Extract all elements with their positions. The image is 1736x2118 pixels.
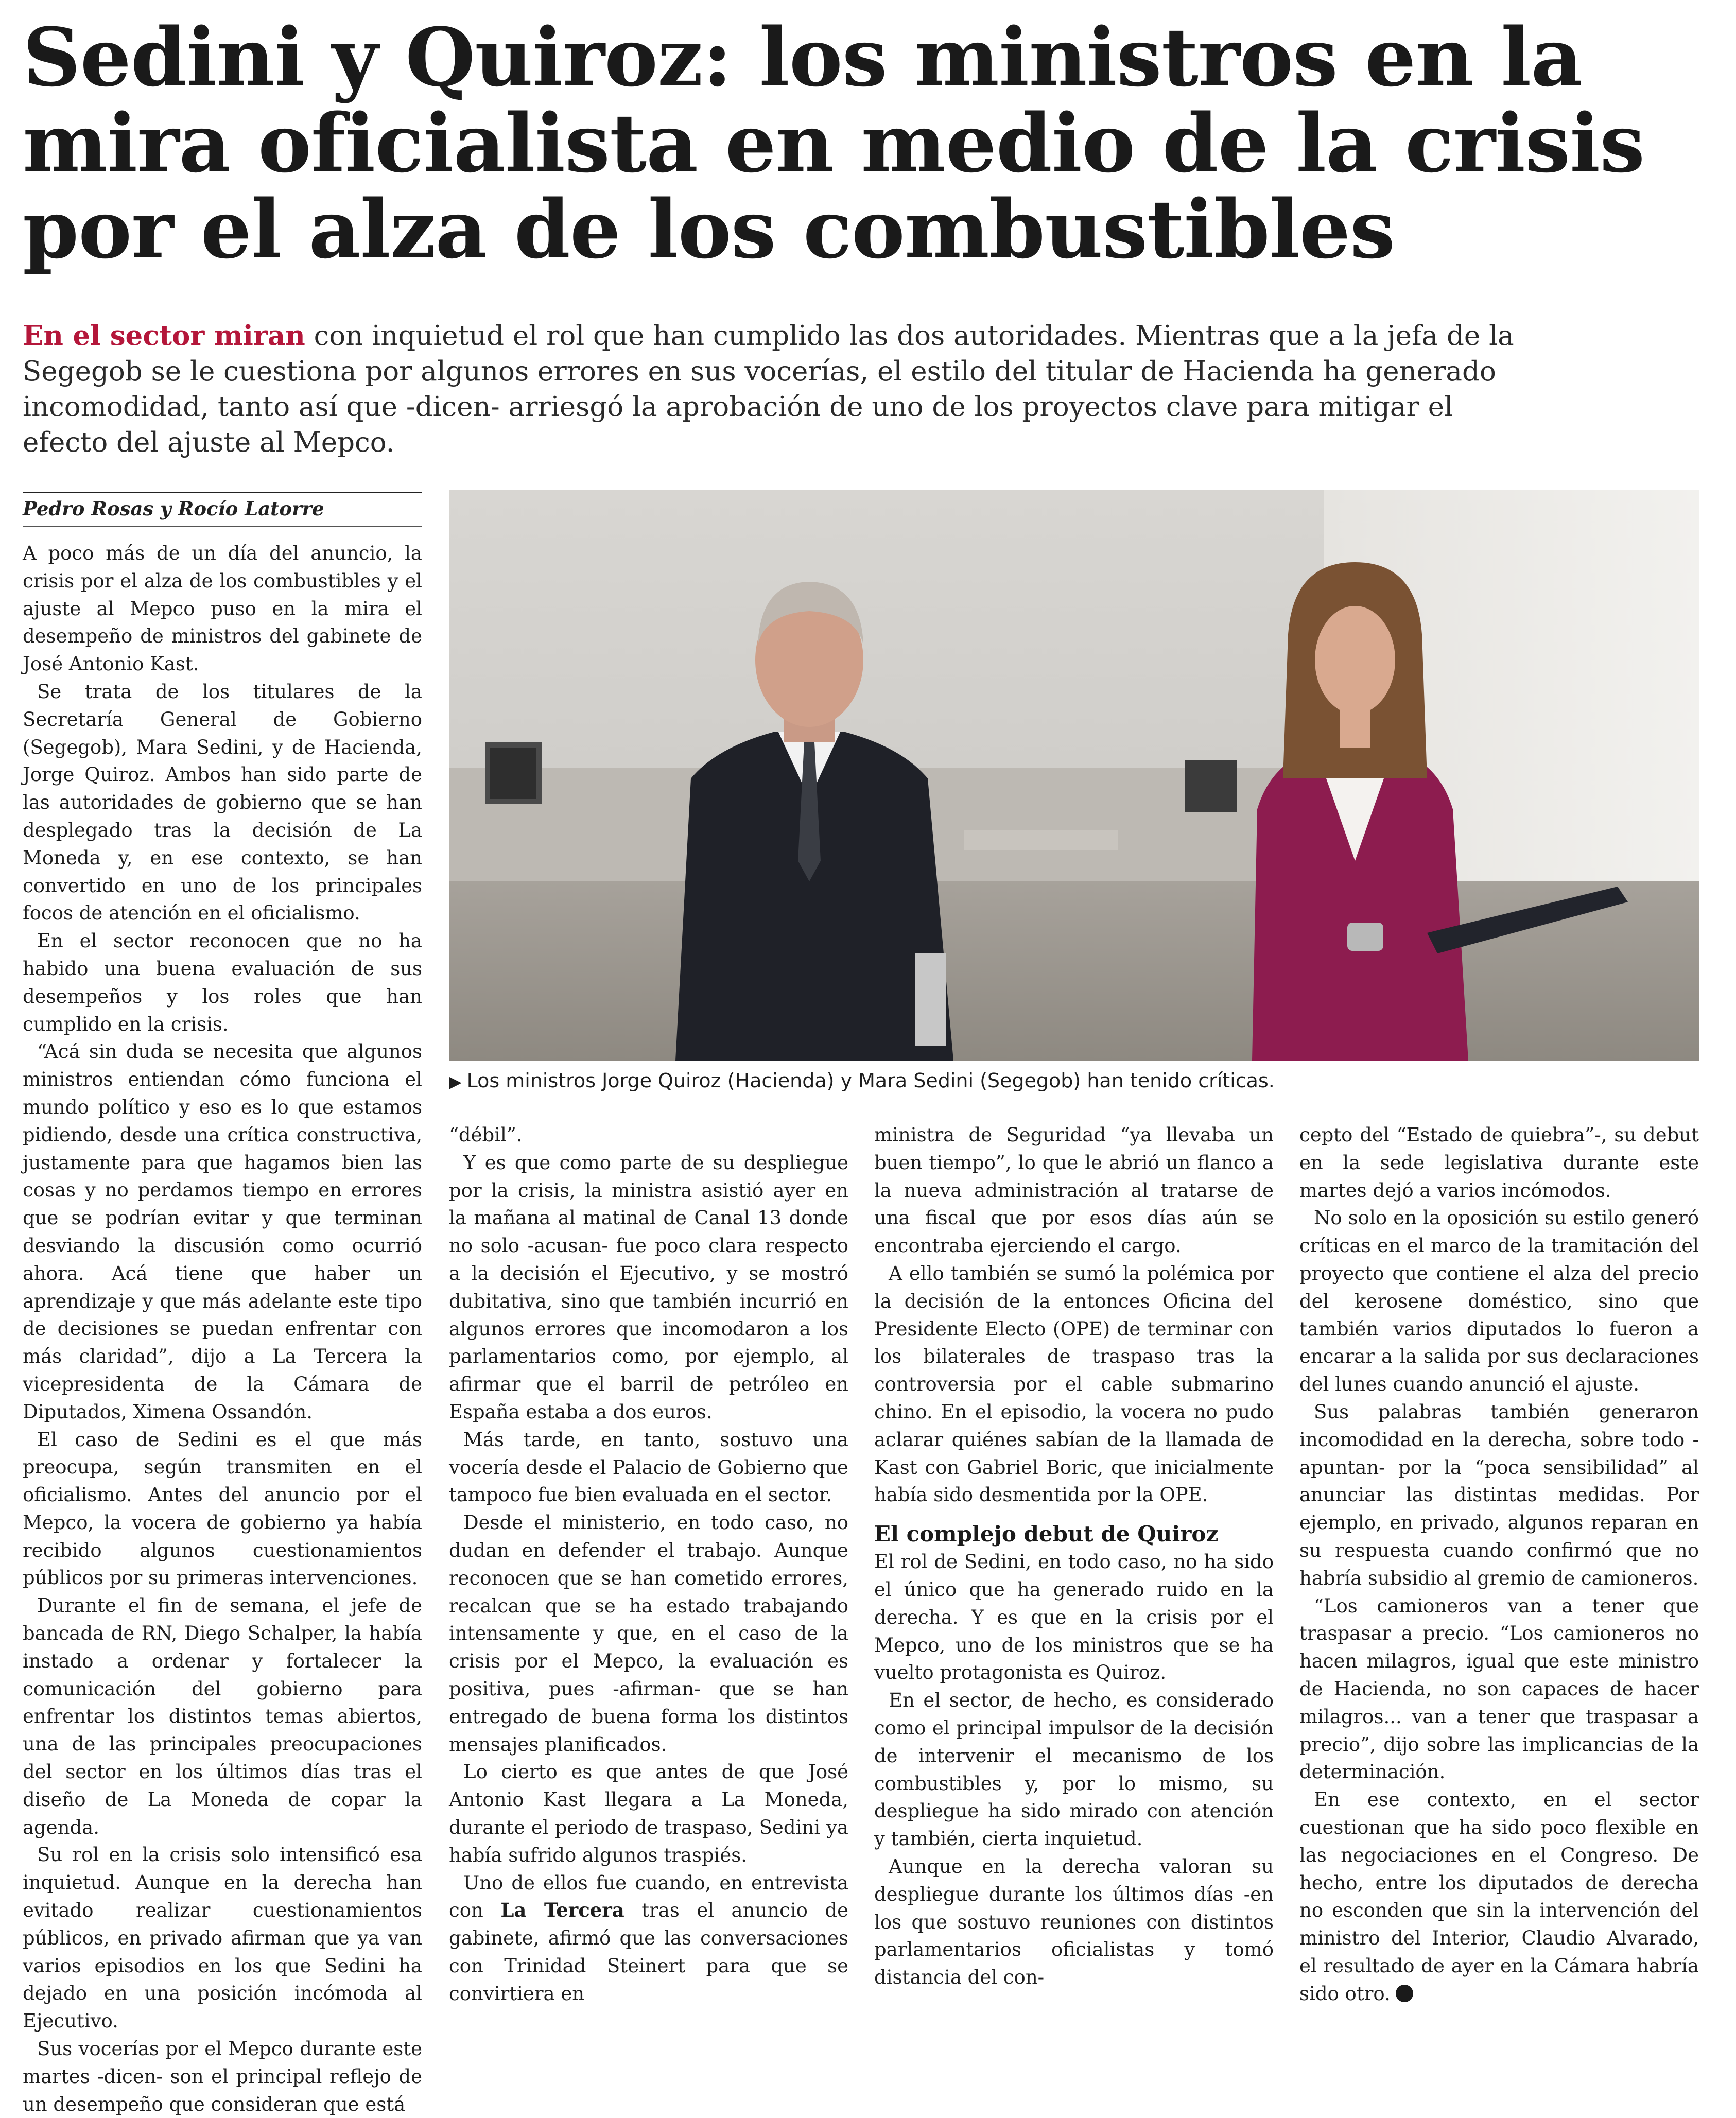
paragraph-text: En ese contexto, en el sector cuestionan que ha sido poco flexible en las negociaciones en el Congreso. De hecho, entre los diputados de derecha no esconden que sin la intervención del ministro del Interior, Claudio Alvarado, el resultado de ayer en la Cámara habría sido otro. xyxy=(1299,1789,1699,2005)
paragraph: Durante el fin de semana, el jefe de bancada de RN, Diego Schalper, la había instado a ordenar y fortalecer la comunicación del gobierno para enfrentar los distintos temas abiertos, una de las principales preocupaciones del sector en los últimos días tras el diseño de La Moneda de copar la agenda. xyxy=(23,1594,422,1838)
lead-text: con inquietud el rol que han cumplido las dos autoridades. Mientras que a la jefa de la Segegob se le cuestiona por algunos errores en sus vocerías, el estilo del titular de Hacienda ha generado incomodidad, tanto así que -dicen- arriesgó la aprobación de uno de los proyectos clave para mitigar el efecto del ajuste al Mepco. xyxy=(23,320,1514,458)
byline: Pedro Rosas y Rocío Latorre xyxy=(23,497,324,520)
paragraph xyxy=(1299,1786,1699,2007)
paragraph: ministra de Seguridad “ya llevaba un buen tiempo”, lo que le abrió un flanco a la nueva administración al tratarse de una fiscal que por esos días aún se encontraba ejerciendo el cargo. xyxy=(874,1124,1274,1257)
paragraph-text: Uno de ellos fue cuando, en entrevista con xyxy=(449,1871,848,1922)
paragraph: Sus palabras también generaron incomodidad en la derecha, sobre todo -apuntan- por la “poca sensibilidad” al anunciar las distintas medidas. Por ejemplo, en privado, algunos reparan en su respuesta cuando confirmó que no habría subsidio al gremio de camioneros. xyxy=(1299,1400,1699,1589)
paragraph: El caso de Sedini es el que más preocupa, según transmiten en el oficialismo. Antes del anuncio por el Mepco, la vocera de gobierno ya había recibido algunos cuestionamientos públicos por su primeras intervenciones. xyxy=(23,1428,422,1589)
photo-caption-text: Los ministros Jorge Quiroz (Hacienda) y Mara Sedini (Segegob) han tenido críticas. xyxy=(466,1069,1275,1092)
photo-caption xyxy=(449,1067,1699,1096)
paragraph: A poco más de un día del anuncio, la crisis por el alza de los combustibles y el ajuste al Mepco puso en la mira el desempeño de ministros del gabinete de José Antonio Kast. xyxy=(23,542,422,675)
paragraph: A ello también se sumó la polémica por la decisión de la entonces Oficina del Presidente Electo (OPE) de terminar con los bilaterales de traspaso tras la controversia por el cable submarino chino. En el episodio, la vocera no pudo aclarar quiénes sabían de la llamada de Kast con Gabriel Boric, que inicialmente había sido desmentida por la OPE. xyxy=(874,1262,1274,1506)
paragraph: Desde el ministerio, en todo caso, no dudan en defender el trabajo. Aunque reconocen que se han cometido errores, recalcan que se ha estado trabajando intensamente y que, en el caso de la crisis por el Mepco, la evaluación es positiva, pues -afirman- que se han entregado de buena forma los distintos mensajes planificados. xyxy=(449,1512,848,1756)
paragraph: Se trata de los titulares de la Secretaría General de Gobierno (Segegob), Mara Sedini, y de Hacienda, Jorge Quiroz. Ambos han sido parte de las autoridades de gobierno que se han desplegado tras la decisión de La Moneda y, en ese contexto, se han convertido en uno de los principales focos de atención en el oficialismo. xyxy=(23,680,422,925)
newspaper-name: La Tercera xyxy=(500,1899,624,1922)
paragraph: No solo en la oposición su estilo generó críticas en el marco de la tramitación del proyecto que contiene el alza del precio del kerosene doméstico, sino que también varios diputados lo fueron a encarar a la salida por sus declaraciones del lunes cuando anunció el ajuste. xyxy=(1299,1207,1699,1396)
paragraph-text: “Los camioneros no hacen milagros, igual que este ministro de Hacienda, no son capaces de hacer milagros... van a tener que traspasar a precio”, dijo sobre las implicancias de la determinación. xyxy=(1299,1622,1699,1783)
paragraph: “débil”. xyxy=(449,1124,523,1146)
byline-rule-bottom xyxy=(23,526,422,527)
paragraph-text: “Los camioneros van a tener que traspasar a precio. xyxy=(1299,1594,1699,1645)
paragraph: Y es que como parte de su despliegue por la crisis, la ministra asistió ayer en la mañana al matinal de Canal 13 donde no solo -acusan- fue poco clara respecto a la decisión el Ejecutivo, y se mostró dubitativa, sino que también incurrió en algunos errores que incomodaron a los parlamentarios como, por ejemplo, al afirmar que el barril de petróleo en España estaba a dos euros. xyxy=(449,1151,848,1423)
lead-kicker: En el sector miran xyxy=(23,320,305,352)
paragraph: cepto del “Estado de quiebra”-, su debut en la sede legislativa durante este martes dejó a varios incómodos. xyxy=(1299,1124,1699,1202)
paragraph: Más tarde, en tanto, sostuvo una vocería desde el Palacio de Gobierno que tampoco fue bien evaluada en el sector. xyxy=(449,1428,848,1506)
end-of-article-dot-icon xyxy=(1396,1985,1413,2002)
paragraph: El rol de Sedini, en todo caso, no ha sido el único que ha generado ruido en la derecha. Y es que en la crisis por el Mepco, uno de los ministros que se ha vuelto protagonista es Quiroz. xyxy=(874,1551,1274,1684)
caption-triangle-icon: ▶ xyxy=(449,1072,462,1091)
paragraph xyxy=(1299,1592,1699,1786)
paragraph: En el sector, de hecho, es considerado como el principal impulsor de la decisión de intervenir el mecanismo de los combustibles y, por lo mismo, su despliegue ha sido mirado con atención y también, cierta inquietud. xyxy=(874,1689,1274,1850)
paragraph: Aunque en la derecha valoran su despliegue durante los últimos días -en los que sostuvo reuniones con distintos parlamentarios oficialistas y tomó distancia del con- xyxy=(874,1855,1274,1989)
article-column-1 xyxy=(23,540,422,2118)
subheading: El complejo debut de Quiroz xyxy=(874,1521,1219,1547)
article-column-3 xyxy=(874,1121,1274,1991)
paragraph: “Acá sin duda se necesita que algunos ministros entiendan cómo funciona el mundo político y eso es lo que estamos pidiendo, desde una crítica constructiva, justamente para que hagamos bien las cosas y no perdamos tiempo en errores que se podrían evitar y que terminan desviando la discusión como ocurrió ahora. Acá tiene que haber un aprendizaje y que más adelante este tipo de decisiones se puedan enfrentar con más claridad”, dijo a La Tercera la vicepresidenta de la Cámara de Diputados, Ximena Ossandón. xyxy=(23,1040,422,1423)
article-column-4 xyxy=(1299,1121,1699,2008)
paragraph-text: tras el anuncio de gabinete, afirmó que las conversaciones con Trinidad Steinert para que se convirtiera en xyxy=(449,1899,848,2005)
paragraph: En el sector reconocen que no ha habido una buena evaluación de sus desempeños y los roles que han cumplido en la crisis. xyxy=(23,930,422,1035)
byline-rule-top xyxy=(23,492,422,493)
paragraph: Sus vocerías por el Mepco durante este martes -dicen- son el principal reflejo de un desempeño que consideran que está xyxy=(23,2038,422,2115)
paragraph xyxy=(449,1869,848,2008)
headline: Sedini y Quiroz: los ministros en la mira oficialista en medio de la crisis por el alza de los combustibles xyxy=(23,10,1645,276)
article-column-2 xyxy=(449,1121,848,2008)
paragraph: Su rol en la crisis solo intensificó esa inquietud. Aunque en la derecha han evitado realizar cuestionamientos públicos, en privado afirman que ya van varios episodios en los que Sedini ha dejado en una posición incómoda al Ejecutivo. xyxy=(23,1844,422,2033)
paragraph: Lo cierto es que antes de que José Antonio Kast llegara a La Moneda, durante el periodo de traspaso, Sedini ya había sufrido algunos traspiés. xyxy=(449,1761,848,1866)
lead-paragraph xyxy=(23,318,1516,460)
article-photo xyxy=(449,490,1699,1061)
